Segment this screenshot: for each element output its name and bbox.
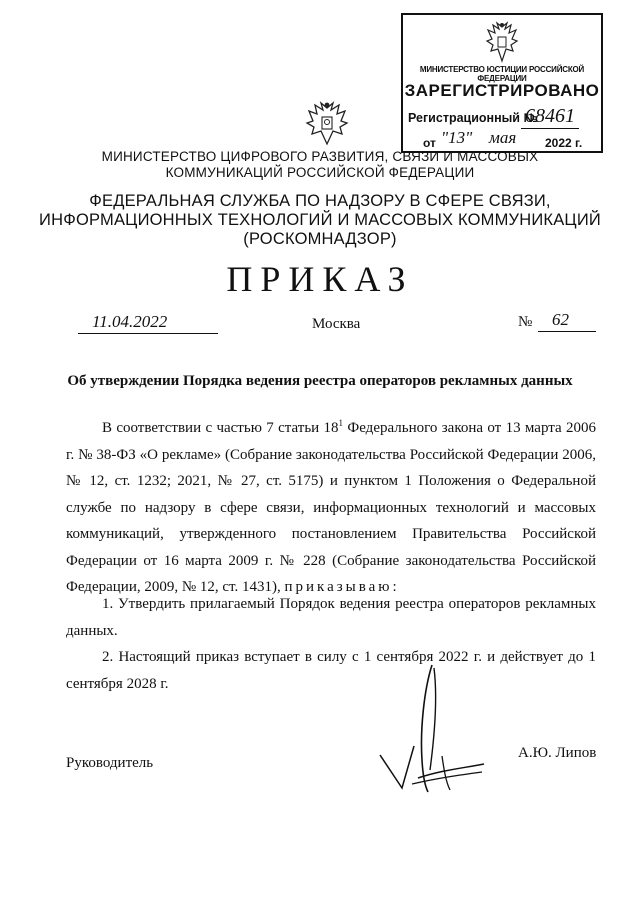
paragraph-1-text-end: Федерального закона от 13 марта 2006 г. № 38-ФЗ «О рекламе» (Собрание законодательства Российской Федерации 2006, № 12, ст. 1232; 2021, № 27, ст. 5175) и пунктом 1 Положения о Федеральной службе по надзору в сфере связи, информационных технологий и массовых коммуникаций, утвержденного постановлением Правительства Российской Федерации от 16 марта 2009 г. № 228 (Собрание законодательства Российской Федерации, 2009, № 12, ст. 1431),: [66, 420, 597, 595]
service-name-line3: (РОСКОМНАДЗОР): [243, 230, 397, 248]
paragraph-1-text-start: В соответствии с частью 7 статьи 18: [102, 420, 339, 436]
body-paragraph-2: 1. Утвердить прилагаемый Порядок ведения реестра операторов рекламных данных.: [66, 596, 596, 639]
body-paragraph-3: 2. Настоящий приказ вступает в силу с 1 сентября 2022 г. и действует до 1 сентября 2028 г.: [66, 649, 596, 692]
decree-word: приказываю:: [284, 579, 400, 595]
signatory-name: А.Ю. Липов: [518, 745, 597, 761]
order-number-value: 62: [538, 310, 596, 332]
service-name-line1: ФЕДЕРАЛЬНАЯ СЛУЖБА ПО НАДЗОРУ В СФЕРЕ СВЯЗИ,: [89, 192, 551, 210]
coat-of-arms-icon: [483, 21, 521, 65]
service-name-line2: ИНФОРМАЦИОННЫХ ТЕХНОЛОГИЙ И МАССОВЫХ КОММУНИКАЦИЙ: [39, 211, 601, 229]
article-superscript: 1: [338, 418, 344, 428]
stamp-date-prefix: от: [423, 136, 436, 150]
stamp-date-year: 2022 г.: [545, 136, 583, 150]
stamp-regno-value: 68461: [521, 105, 579, 129]
registration-stamp: [401, 13, 603, 153]
stamp-ministry-name: МИНИСТЕРСТВО ЮСТИЦИИ РОССИЙСКОЙ ФЕДЕРАЦИИ: [419, 65, 585, 83]
order-city: Москва: [312, 316, 361, 332]
order-number-label: №: [518, 314, 533, 330]
stamp-registered-label: ЗАРЕГИСТРИРОВАНО: [404, 81, 600, 100]
stamp-date-day: "13": [441, 128, 473, 147]
handwritten-signature: [372, 660, 492, 800]
order-subject: Об утверждении Порядка ведения реестра операторов рекламных данных: [67, 373, 573, 389]
body-paragraph-1: [66, 410, 596, 601]
document-title: ПРИКАЗ: [226, 259, 414, 299]
ministry-name-line1: МИНИСТЕРСТВО ЦИФРОВОГО РАЗВИТИЯ, СВЯЗИ И МАССОВЫХ: [101, 149, 539, 164]
coat-of-arms-icon: [302, 100, 352, 146]
order-date: 11.04.2022: [78, 312, 218, 334]
ministry-name-line2: КОММУНИКАЦИЙ РОССИЙСКОЙ ФЕДЕРАЦИИ: [165, 165, 475, 180]
stamp-date-month: мая: [489, 128, 517, 147]
stamp-regno-label: Регистрационный №: [408, 111, 538, 125]
signatory-role: Руководитель: [66, 755, 154, 771]
